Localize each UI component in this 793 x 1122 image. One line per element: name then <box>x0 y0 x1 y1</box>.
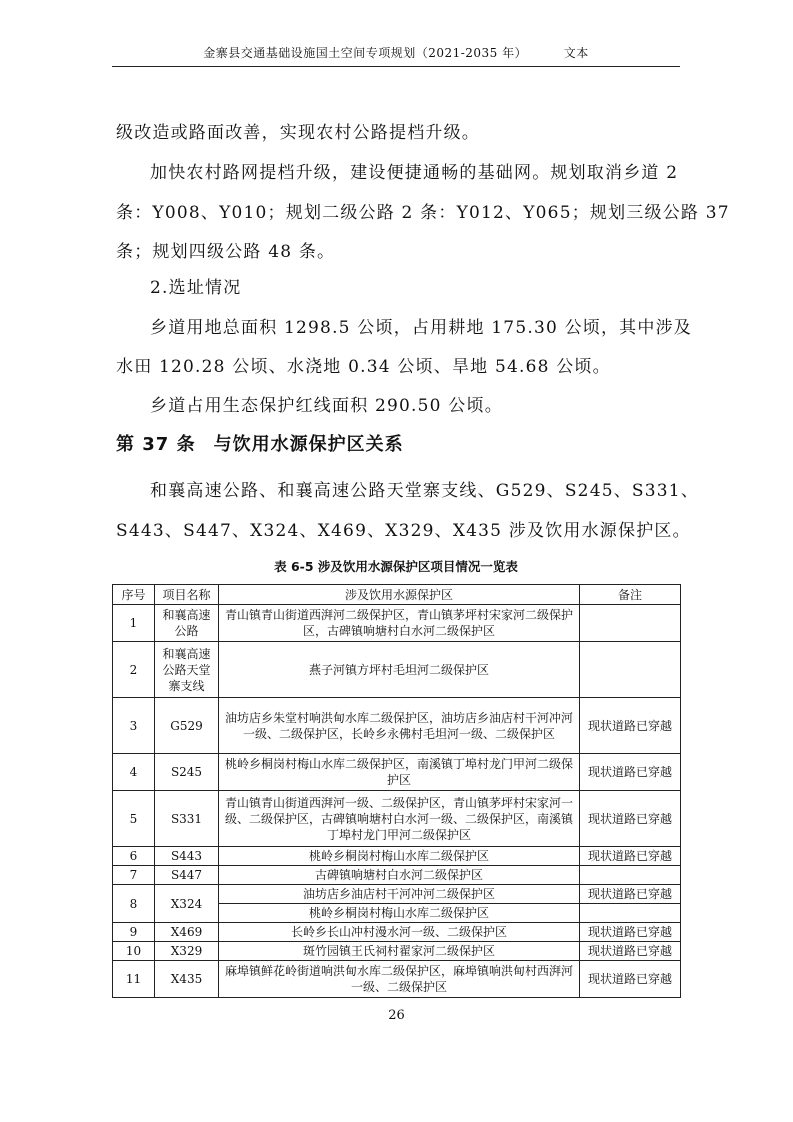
protection-area: 油坊店乡油店村干河冲河二级保护区 <box>219 885 580 904</box>
remark: 现状道路已穿越 <box>580 754 681 791</box>
table-row <box>113 961 681 998</box>
header-doc-type: 文本 <box>563 46 589 60</box>
section-subheading: 2.选址情况 <box>150 278 242 298</box>
remark: 现状道路已穿越 <box>580 885 681 904</box>
project-name: S331 <box>155 791 219 847</box>
table-row <box>113 847 681 866</box>
row-number: 9 <box>113 923 155 942</box>
row-number: 5 <box>113 791 155 847</box>
table-row <box>113 698 681 754</box>
project-name: X324 <box>155 885 219 923</box>
remark: 现状道路已穿越 <box>580 847 681 866</box>
protection-area: 油坊店乡朱堂村响洪甸水库二级保护区，油坊店乡油店村干河冲河一级、二级保护区，长岭乡永佛村毛坦河一级、二级保护区 <box>219 698 580 754</box>
protection-area: 青山镇青山街道西湃河二级保护区，青山镇茅坪村宋家河二级保护区，古碑镇响塘村白水河二级保护区 <box>219 605 580 642</box>
project-name: X329 <box>155 942 219 961</box>
protection-area: 桃岭乡桐岗村梅山水库二级保护区 <box>219 904 580 923</box>
remark <box>580 866 681 885</box>
remark: 现状道路已穿越 <box>580 961 681 998</box>
water-source-table <box>112 584 681 998</box>
header-divider <box>112 66 680 67</box>
article-number: 第 37 条 <box>116 434 196 455</box>
table-row <box>113 605 681 642</box>
paragraph-line: 条：Y008、Y010；规划二级公路 2 条：Y012、Y065；规划三级公路 37 <box>116 203 730 223</box>
remark <box>580 605 681 642</box>
table-row <box>113 791 681 847</box>
remark: 现状道路已穿越 <box>580 942 681 961</box>
project-name: 和襄高速公路天堂寨支线 <box>155 642 219 698</box>
paragraph-line: 乡道占用生态保护红线面积 290.50 公顷。 <box>150 396 503 416</box>
table-row <box>113 942 681 961</box>
protection-area: 桃岭乡桐岗村梅山水库二级保护区，南溪镇丁埠村龙门甲河二级保护区 <box>219 754 580 791</box>
project-name: X469 <box>155 923 219 942</box>
table-caption: 表 6-5 涉及饮用水源保护区项目情况一览表 <box>274 559 518 574</box>
row-number: 1 <box>113 605 155 642</box>
protection-area: 古碑镇响塘村白水河二级保护区 <box>219 866 580 885</box>
remark: 现状道路已穿越 <box>580 791 681 847</box>
paragraph-line: 加快农村路网提档升级，建设便捷通畅的基础网。规划取消乡道 2 <box>150 163 679 183</box>
paragraph-line: 乡道用地总面积 1298.5 公顷，占用耕地 175.30 公顷，其中涉及 <box>150 318 692 338</box>
row-number: 7 <box>113 866 155 885</box>
row-number: 4 <box>113 754 155 791</box>
project-name: S447 <box>155 866 219 885</box>
project-name: 和襄高速公路 <box>155 605 219 642</box>
column-header: 备注 <box>580 585 681 605</box>
row-number: 11 <box>113 961 155 998</box>
paragraph-line: 水田 120.28 公顷、水浇地 0.34 公顷、旱地 54.68 公顷。 <box>116 357 611 377</box>
table-header-row <box>113 585 681 605</box>
protection-area: 青山镇青山街道西湃河一级、二级保护区，青山镇茅坪村宋家河一级、二级保护区，古碑镇响塘村白水河一级、二级保护区，南溪镇丁埠村龙门甲河二级保护区 <box>219 791 580 847</box>
protection-area: 麻埠镇鲜花岭街道响洪甸水库二级保护区，麻埠镇响洪甸村西湃河一级、二级保护区 <box>219 961 580 998</box>
row-number: 8 <box>113 885 155 923</box>
protection-area: 斑竹园镇王氏祠村翟家河二级保护区 <box>219 942 580 961</box>
table-row <box>113 885 681 904</box>
table-row <box>113 642 681 698</box>
column-header: 涉及饮用水源保护区 <box>219 585 580 605</box>
remark <box>580 642 681 698</box>
remark <box>580 904 681 923</box>
project-name: S245 <box>155 754 219 791</box>
project-name: S443 <box>155 847 219 866</box>
running-header <box>112 44 680 61</box>
column-header: 序号 <box>113 585 155 605</box>
row-number: 3 <box>113 698 155 754</box>
column-header: 项目名称 <box>155 585 219 605</box>
header-title: 金寨县交通基础设施国土空间专项规划（2021-2035 年） <box>203 46 528 60</box>
page-number: 26 <box>388 1008 405 1023</box>
paragraph-line: S443、S447、X324、X469、X329、X435 涉及饮用水源保护区。 <box>116 521 691 541</box>
row-number: 10 <box>113 942 155 961</box>
protection-area: 长岭乡长山冲村漫水河一级、二级保护区 <box>219 923 580 942</box>
table-row <box>113 866 681 885</box>
paragraph-line: 和襄高速公路、和襄高速公路天堂寨支线、G529、S245、S331、 <box>150 481 700 501</box>
protection-area: 燕子河镇方坪村毛坦河二级保护区 <box>219 642 580 698</box>
remark: 现状道路已穿越 <box>580 698 681 754</box>
article-heading <box>116 430 404 456</box>
project-name: G529 <box>155 698 219 754</box>
paragraph-line: 条；规划四级公路 48 条。 <box>116 242 336 262</box>
article-title: 与饮用水源保护区关系 <box>213 434 404 455</box>
project-name: X435 <box>155 961 219 998</box>
paragraph-line: 级改造或路面改善，实现农村公路提档升级。 <box>116 123 480 143</box>
table-row <box>113 923 681 942</box>
row-number: 6 <box>113 847 155 866</box>
remark: 现状道路已穿越 <box>580 923 681 942</box>
protection-area: 桃岭乡桐岗村梅山水库二级保护区 <box>219 847 580 866</box>
table-row <box>113 754 681 791</box>
row-number: 2 <box>113 642 155 698</box>
